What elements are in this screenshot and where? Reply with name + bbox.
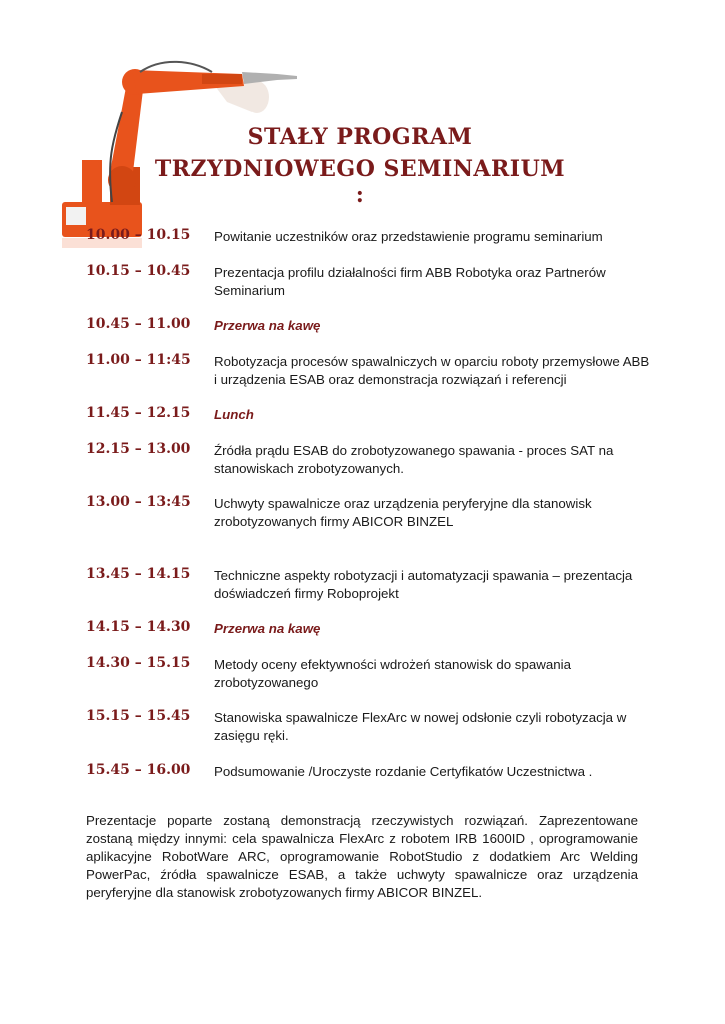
schedule-description: Techniczne aspekty robotyzacji i automatyzacji spawania – prezentacja doświadczeń firmy Roboprojekt (214, 568, 633, 601)
page-title-line-2: TRZYDNIOWEGO SEMINARIUM : (154, 156, 566, 208)
schedule-description: Robotyzacja procesów spawalniczych w oparciu roboty przemysłowe ABB i urządzenia ESAB oraz demonstracja rozwiązań i referencji (214, 354, 650, 387)
schedule-time: 10.15 – 10.45 (86, 263, 191, 279)
schedule-time: 11.00 – 11:45 (86, 352, 191, 368)
schedule-time: 10.00 – 10.15 (86, 227, 191, 243)
schedule-time: 11.45 – 12.15 (86, 405, 191, 421)
schedule-time: 13.45 – 14.15 (86, 566, 191, 582)
schedule-break-label: Lunch (214, 407, 254, 422)
page-title-line-1: STAŁY PROGRAM (247, 124, 473, 150)
schedule-time: 12.15 – 13.00 (86, 441, 191, 457)
schedule-description: Powitanie uczestników oraz przedstawienie programu seminarium (214, 229, 603, 244)
schedule-time: 10.45 – 11.00 (86, 316, 191, 332)
schedule-description: Stanowiska spawalnicze FlexArc w nowej odsłonie czyli robotyzacja w zasięgu ręki. (214, 710, 627, 743)
schedule-time: 15.45 – 16.00 (86, 762, 191, 778)
schedule-description: Uchwyty spawalnicze oraz urządzenia peryferyjne dla stanowisk zrobotyzowanych firmy ABICOR BINZEL (214, 496, 592, 529)
schedule-time: 14.15 – 14.30 (86, 619, 191, 635)
schedule-description: Źródła prądu ESAB do zrobotyzowanego spawania - proces SAT na stanowiskach zrobotyzowanych. (214, 443, 614, 476)
schedule-time: 14.30 – 15.15 (86, 655, 191, 671)
schedule-description: Metody oceny efektywności wdrożeń stanowisk do spawania zrobotyzowanego (214, 657, 571, 690)
schedule-description: Podsumowanie /Uroczyste rozdanie Certyfikatów Uczestnictwa . (214, 764, 593, 779)
schedule-break-label: Przerwa na kawę (214, 621, 321, 636)
robot-arm-image (52, 52, 312, 252)
schedule-break-label: Przerwa na kawę (214, 318, 321, 333)
footer-paragraph: Prezentacje poparte zostaną demonstracją rzeczywistych rozwiązań. Zaprezentowane zostaną między innymi: cela spawalnicza FlexArc z robotem IRB 1600ID , oprogramowanie aplikacyjne RobotWare ARC, oprogramowanie RobotStudio z dodatkiem Arc Welding PowerPac, źródła spawalnicze ESAB, a także uchwyty spawalnicze oraz urządzenia peryferyjne dla stanowisk zrobotyzowanych firmy ABICOR BINZEL. (86, 813, 638, 900)
schedule-time: 13.00 – 13:45 (86, 494, 191, 510)
schedule-time: 15.15 – 15.45 (86, 708, 191, 724)
schedule-description: Prezentacja profilu działalności firm ABB Robotyka oraz Partnerów Seminarium (214, 265, 606, 298)
